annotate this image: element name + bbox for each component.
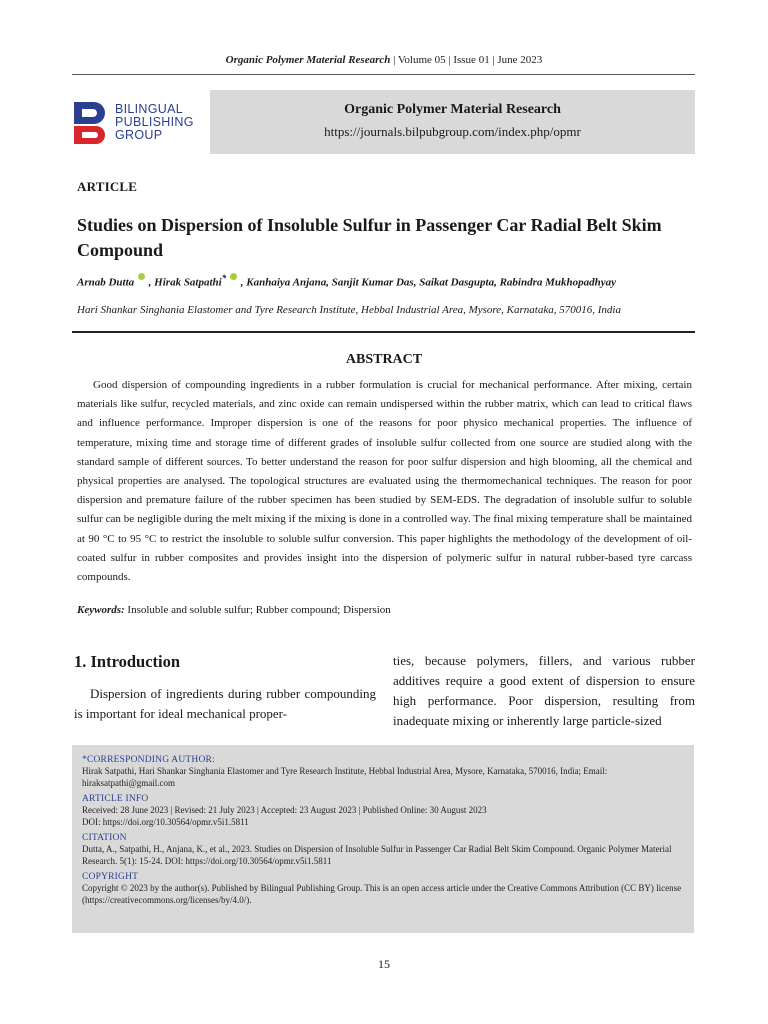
orcid-icon[interactable] — [138, 273, 145, 280]
affiliation: Hari Shankar Singhania Elastomer and Tyre Research Institute, Hebbal Industrial Area, Mysore, Karnataka, 570016, India — [77, 304, 621, 316]
header-divider — [72, 74, 695, 75]
logo-line-1: BILINGUAL — [115, 102, 184, 116]
copyright-heading: COPYRIGHT — [82, 872, 139, 882]
article-info-heading: ARTICLE INFO — [82, 794, 149, 804]
logo-line-3: GROUP — [115, 128, 163, 142]
author-list — [77, 273, 717, 289]
orcid-icon[interactable] — [230, 273, 237, 280]
logo-line-2: PUBLISHING — [115, 115, 194, 129]
section-divider — [72, 331, 695, 333]
introduction-heading: 1. Introduction — [74, 652, 181, 671]
corresponding-author-body: Hirak Satpathi, Hari Shankar Singhania Elastomer and Tyre Research Institute, Hebbal Industrial Area, Mysore, Karnataka, 570016, India; Email: hiraksatpathi@gmail.com — [82, 766, 608, 788]
keywords — [77, 604, 692, 616]
publisher-logo-text — [115, 103, 194, 142]
keywords-list: Insoluble and soluble sulfur; Rubber compound; Dispersion — [124, 604, 391, 616]
introduction-right-column: ties, because polymers, fillers, and various rubber additives require a good extent of dispersion to ensure high performance. Poor dispersion, resulting from inadequate mixing or inherently large particle-sized — [393, 653, 695, 728]
page-number: 15 — [378, 957, 390, 971]
paper-title: Studies on Dispersion of Insoluble Sulfur in Passenger Car Radial Belt Skim Compound — [77, 215, 662, 260]
author-2[interactable]: , Hirak Satpathi — [145, 276, 222, 289]
running-header — [0, 54, 768, 66]
copyright-body: Copyright © 2023 by the author(s). Published by Bilingual Publishing Group. This is an open access article under the Creative Commons Attribution (CC BY) license (https://creativecommons.org/licenses/by/4.0/). — [82, 883, 682, 905]
keywords-label: Keywords: — [77, 604, 125, 616]
corresponding-mark: * — [221, 273, 227, 283]
abstract-heading: ABSTRACT — [345, 352, 423, 367]
article-info-box — [72, 745, 694, 933]
abstract-body: Good dispersion of compounding ingredients in a rubber formulation is crucial for mechanical performance. After mixing, certain materials like sulfur, recycled materials, and zinc oxide can remain undispersed within the rubber matrix, which can lead to critical flaws and influence performance. Improper dispersion is one of the reasons for poor physico mechanical properties. The influence of temperature, mixing time and storage time of different grades of insoluble sulfur collected from one source are studied along with the standard sample of different sources. To better understand the reason for poor sulfur dispersion and high blooming, all the chemical and physical properties are analysed. The topological structures are evaluated using the thermomechanical techniques. The reason for poor dispersion and premature failure of the rubber specimen has been studied by SEM-EDS. The degradation of insoluble sulfur to soluble sulfur can be negligible during the melt mixing if the mixing is done in a controlled way. The final mixing temperature shall be maintained at 90 °C to 95 °C to restrict the insoluble to soluble sulfur conversion. This paper highlights the methodology of the development of oil-coated sulfur in rubber composites and provides insight into the dispersion of polymeric sulfur in natural rubber-based tyre carcass compounds. — [77, 379, 692, 584]
running-header-details: | Volume 05 | Issue 01 | June 2023 — [390, 54, 543, 66]
journal-url[interactable]: https://journals.bilpubgroup.com/index.php/opmr — [324, 124, 581, 139]
author-1[interactable]: Arnab Dutta — [77, 276, 135, 289]
article-dates: Received: 28 June 2023 | Revised: 21 July 2023 | Accepted: 23 August 2023 | Published Online: 30 August 2023 — [82, 805, 487, 815]
journal-title: Organic Polymer Material Research — [344, 102, 561, 117]
introduction-left-column: Dispersion of ingredients during rubber compounding is important for ideal mechanical proper- — [74, 686, 376, 721]
corresponding-author-heading: *CORRESPONDING AUTHOR: — [82, 755, 215, 765]
running-header-journal: Organic Polymer Material Research — [225, 54, 391, 66]
citation-body: Dutta, A., Satpathi, H., Anjana, K., et al., 2023. Studies on Dispersion of Insoluble Sulfur in Passenger Car Radial Belt Skim Compound. Organic Polymer Material Research. 5(1): 15-24. DOI: https://doi.org/10.30564/opmr.v5i1.5811 — [82, 844, 672, 866]
journal-info-box — [210, 90, 695, 154]
other-authors: , Kanhaiya Anjana, Sanjit Kumar Das, Saikat Dasgupta, Rabindra Mukhopadhyay — [238, 276, 617, 289]
citation-heading: CITATION — [82, 833, 127, 843]
article-type-label: ARTICLE — [77, 179, 138, 194]
article-doi[interactable]: DOI: https://doi.org/10.30564/opmr.v5i1.5811 — [82, 817, 249, 827]
